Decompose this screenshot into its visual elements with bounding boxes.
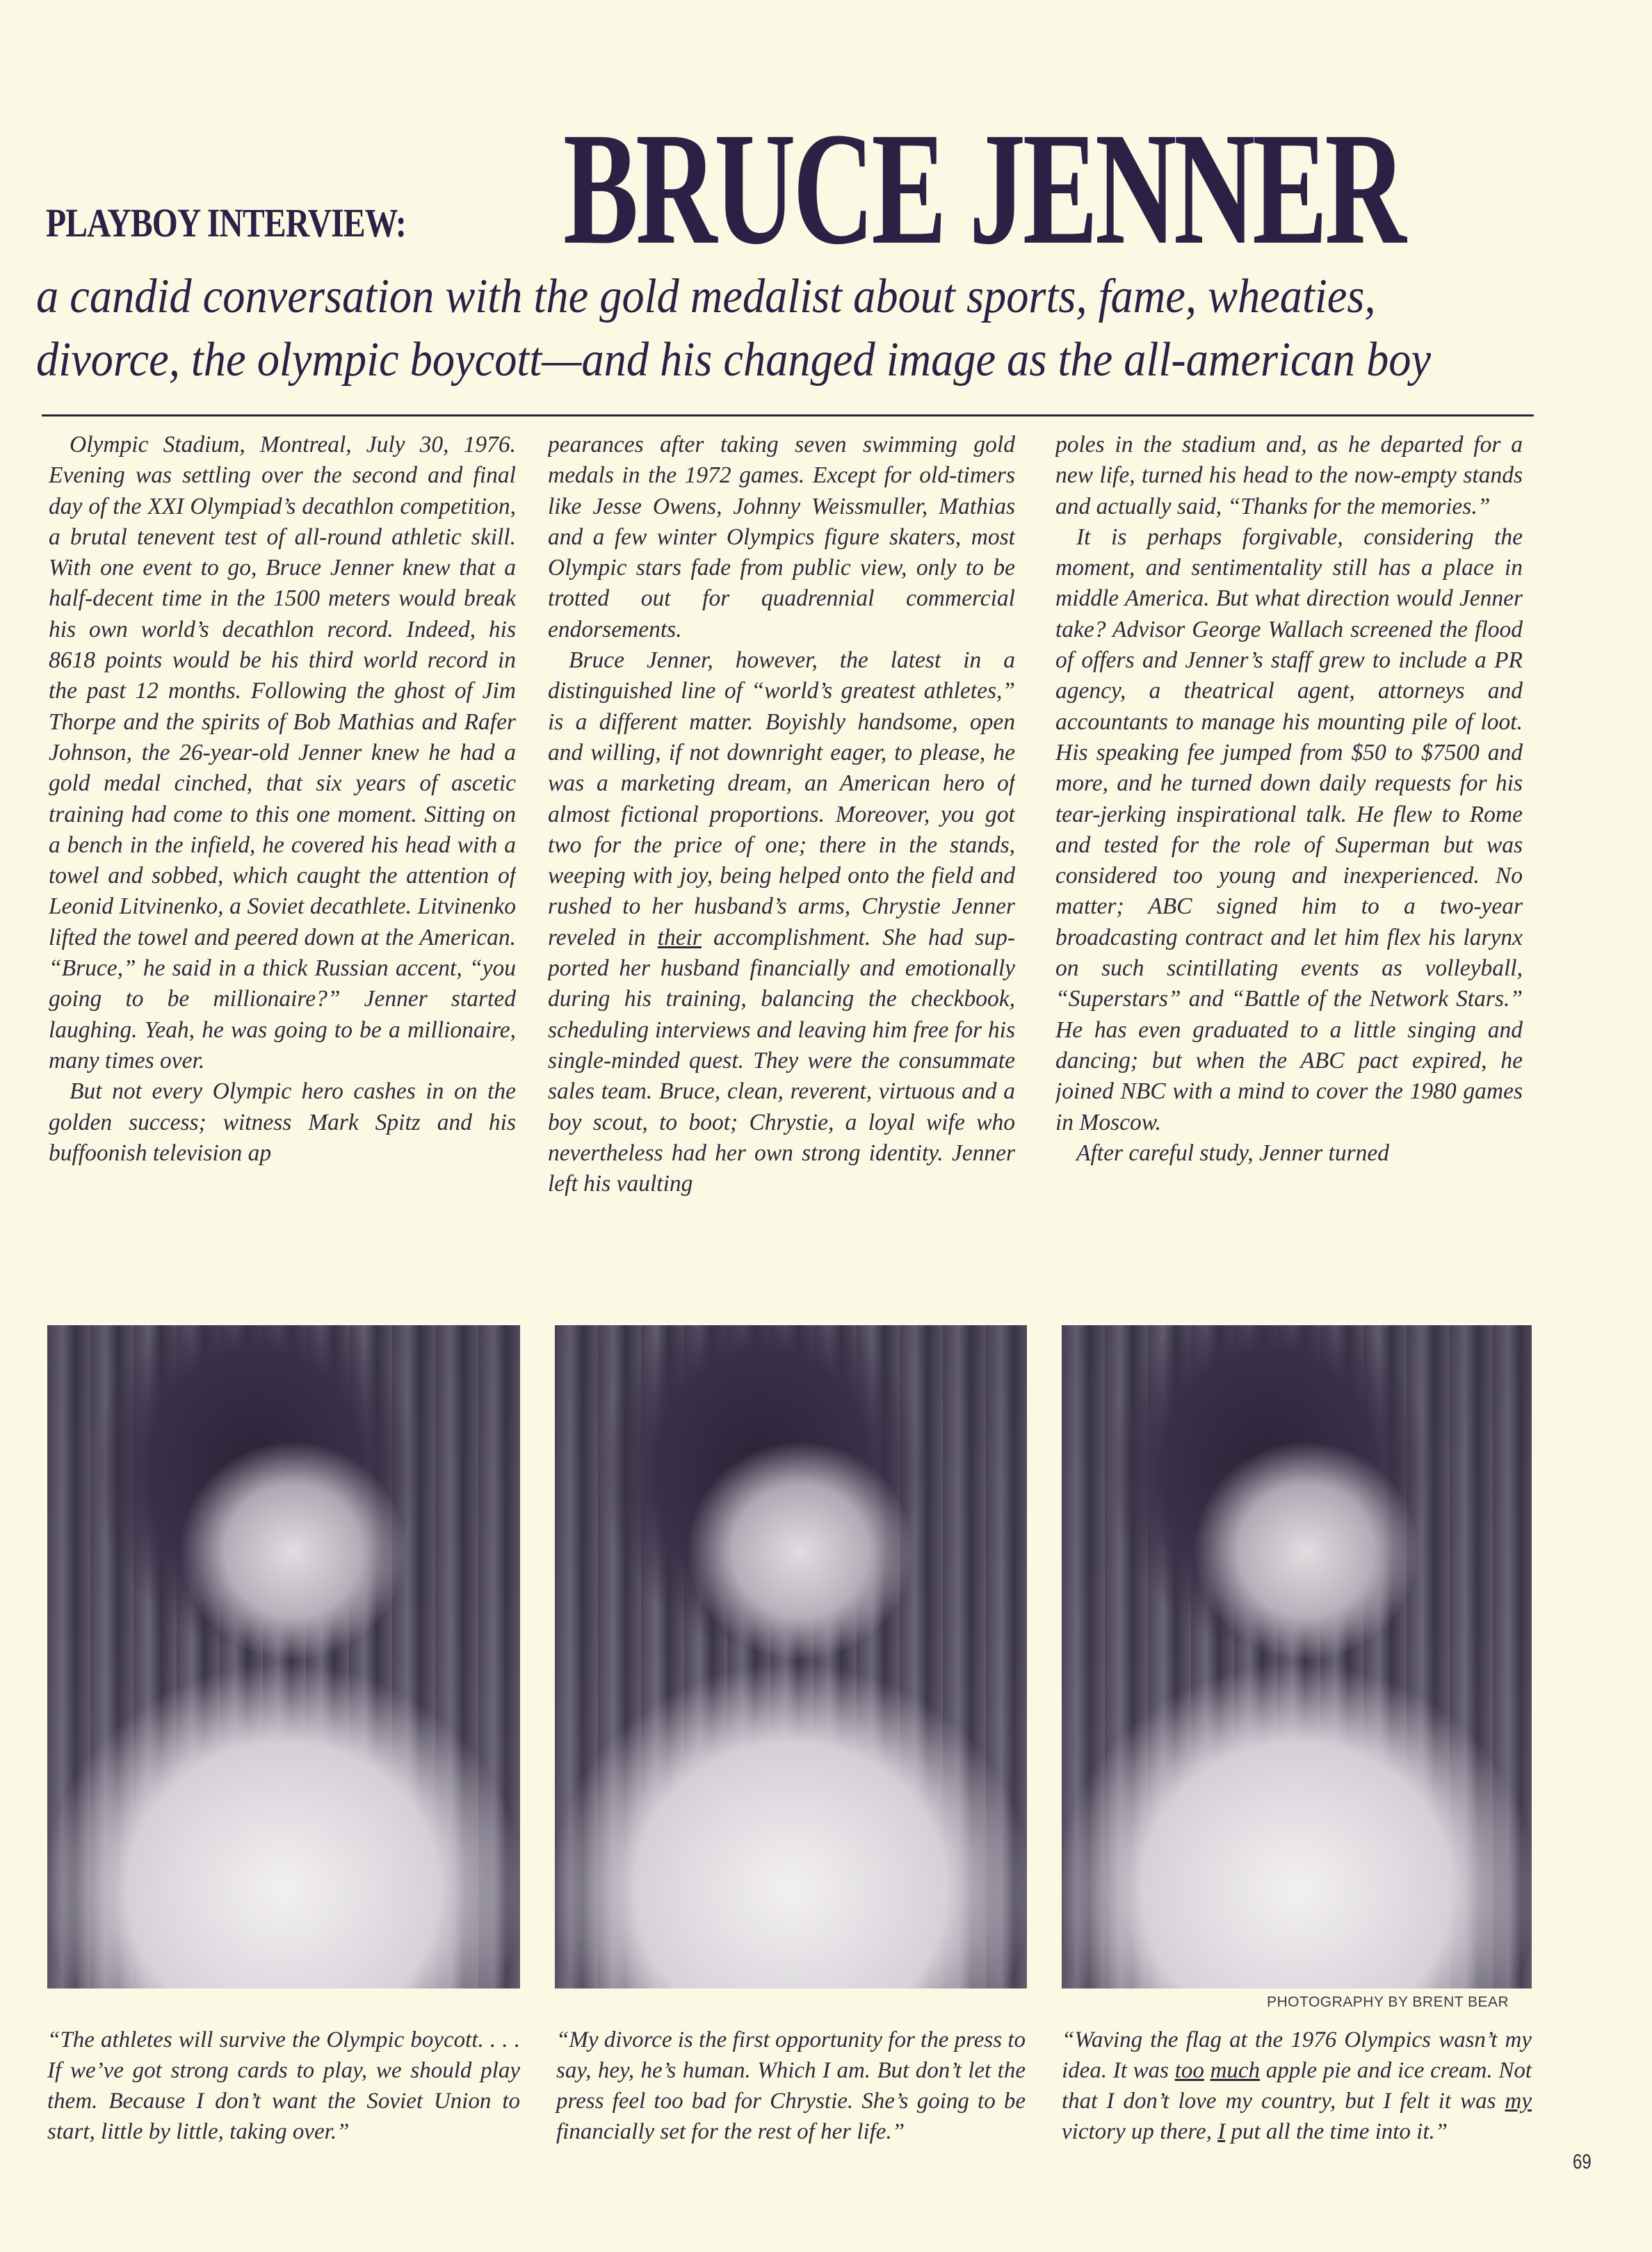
paragraph: But not every Olympic hero cashes in on the golden success; witness Mark Spitz and his buffoonish television ap: [49, 1078, 516, 1166]
paragraph: [548, 645, 1015, 1199]
paragraph: Olympic Stadium, Montreal, July 30, 1976. Evening was settling over the second and final day of the XXI Olympiad’s decathlon competition, a brutal tenevent test of all-round athletic skill. With one event to go, Bruce Jenner knew that a half-decent time in the 1500 meters would break his own world’s decathlon record. Indeed, his 8618 points would be his third world record in the past 12 months. Following the ghost of Jim Thorpe and the spirits of Bob Mathias and Rafer Johnson, the 26-year-old Jenner knew he had a gold medal cinched, that six years of ascetic training had come to this one moment. Sitting on a bench in the infield, he covered his head with a towel and sobbed, which caught the attention of Leonid Litvinenko, a Soviet decathlete. Litvinenko lifted the towel and peered down at the American. “Bruce,” he said in a thick Russian accent, “you going to be millionaire?” Jenner started laughing. Yeah, he was going to be a millionaire, many times over.: [49, 432, 516, 1074]
emphasis-underline: my: [1505, 2089, 1532, 2114]
paragraph: It is perhaps forgivable, considering the moment, and sentimentality still has a place in middle America. But what direction would Jenner take? Advisor George Wallach screened the flood of offers and Jenner’s staff grew to include a PR agency, a theatrical agent, attorneys and accountants to manage his mounting pile of loot. His speaking fee jumped from $50 to $7500 and more, and he turned down daily requests for his tear-jerking inspirational talk. He flew to Rome and tested for the role of Superman but was considered too young and inexperienced. No matter; ABC signed him to a two-year broadcasting contract and let him flex his larynx on such scintillating events as volleyball, “Superstars” and “Battle of the Network Stars.” He has even graduated to a little singing and dancing; but when the ABC pact expired, he joined NBC with a mind to cover the 1980 games in Moscow.: [1055, 524, 1523, 1135]
subtitle-line-2: divorce, the olympic boycott—and his changed image as the all-american boy: [36, 333, 1432, 387]
emphasis-underline: their: [657, 924, 702, 950]
paragraph: pearances after taking seven swimming gold medals in the 1972 games. Except for old-timers like Jesse Owens, Johnny Weissmuller, Mathias and a few winter Olympics figure skaters, most Olympic stars fade from public view, only to be trotted out for quadrennial commercial endorsements.: [548, 432, 1015, 642]
photo-caption-1: “The athletes will survive the Olympic boycott. . . . If we’ve got strong cards to play, we should play them. Because I don’t want the Soviet Union to start, little by little, taking over.”: [47, 2027, 520, 2144]
portrait-photo-1: [47, 1325, 520, 1988]
page-number: 69: [1573, 2150, 1592, 2173]
paragraph: After careful study, Jenner turned: [1076, 1140, 1389, 1166]
page-title: BRUCE JENNER: [563, 99, 1404, 278]
caption-text: put all the time into it.”: [1225, 2119, 1448, 2144]
portrait-photo-3: [1062, 1325, 1532, 1988]
subtitle-line-1: a candid conversation with the gold medalist about sports, fame, wheaties,: [36, 270, 1376, 323]
caption-text: “Waving the flag at the 1976 Olympics wasn’t my idea. It was: [1062, 2027, 1532, 2083]
article-column-3: [1055, 430, 1523, 1299]
article-column-1: [49, 430, 516, 1299]
caption-text: apple pie and ice cream. Not that I don’t love my country, but I felt it was: [1062, 2058, 1532, 2114]
article-column-2: [548, 430, 1015, 1299]
portrait-photo-2: [555, 1325, 1027, 1988]
caption-text: [1204, 2058, 1210, 2083]
header-divider: [42, 414, 1534, 416]
photo-caption-2: “My divorce is the first opportunity for the press to say, hey, he’s human. Which I am. But don’t let the press feel too bad for Chrystie. She’s going to be financially set for the rest of her life.”: [556, 2027, 1026, 2144]
paragraph: poles in the stadium and, as he departed for a new life, turned his head to the now-empty stands and actually said, “Thanks for the memories.”: [1055, 432, 1523, 519]
photo-caption-3: [1062, 2025, 1532, 2147]
photo-credit: PHOTOGRAPHY BY BRENT BEAR: [1267, 1994, 1509, 2010]
emphasis-underline: too: [1174, 2058, 1204, 2083]
emphasis-underline: I: [1217, 2119, 1226, 2144]
caption-text: victory up there,: [1062, 2119, 1218, 2144]
paragraph-text: accomplishment. She had supported her husband financially and emotionally during his training, balancing the checkbook, scheduling interviews and leaving him free for his single-minded quest. They were the consummate sales team. Bruce, clean, reverent, virtuous and a boy scout, to boot; Chrystie, a loyal wife who nevertheless had her own strong identity. Jenner left his vaulting: [548, 924, 1015, 1197]
emphasis-underline: much: [1210, 2058, 1261, 2083]
paragraph-text: Bruce Jenner, however, the latest in a distinguished line of “world’s greatest athletes,” is a different matter. Boyishly handsome, open and willing, if not downright eager, to please, he was a marketing dream, an American hero of almost fictional proportions. Moreover, you got two for the price of one; there in the stands, weeping with joy, being helped onto the field and rushed to her husband’s arms, Chrystie Jenner reveled in: [548, 647, 1015, 950]
interview-kicker: PLAYBOY INTERVIEW:: [46, 200, 406, 245]
